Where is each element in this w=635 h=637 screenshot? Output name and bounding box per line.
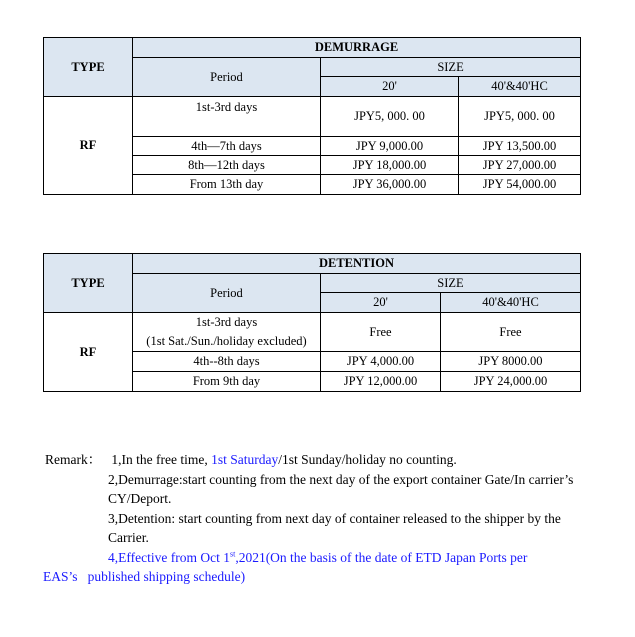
size-header: SIZE (321, 274, 581, 293)
price-20: JPY 12,000.00 (321, 372, 441, 392)
period-cell: From 13th day (133, 175, 321, 195)
period-cell (133, 313, 321, 352)
price-40: JPY 13,500.00 (459, 137, 581, 156)
type-cell: RF (44, 313, 133, 392)
period-cell: 4th--8th days (133, 352, 321, 372)
col-40-header: 40'&40'HC (441, 293, 581, 313)
remark-highlight: 1st Saturday (211, 452, 279, 467)
type-cell: RF (44, 97, 133, 195)
price-20: JPY 4,000.00 (321, 352, 441, 372)
price-20: JPY 36,000.00 (321, 175, 459, 195)
period-cell: 4th—7th days (133, 137, 321, 156)
price-40: JPY 24,000.00 (441, 372, 581, 392)
period-cell: From 9th day (133, 372, 321, 392)
remark-2: 2,Demurrage:start counting from the next day of the export container Gate/In carrier’s CY/Deport. (108, 471, 574, 506)
demurrage-table (43, 37, 581, 195)
demurrage-title: DEMURRAGE (133, 38, 581, 58)
remark-text: 4,Effective from Oct 1 (108, 549, 230, 565)
detention-table (43, 253, 581, 392)
remark-label: Remark： (45, 452, 102, 467)
price-20: Free (321, 313, 441, 352)
price-40: Free (441, 313, 581, 352)
price-40: JPY 27,000.00 (459, 156, 581, 175)
col-20-header: 20' (321, 77, 459, 97)
period-header: Period (133, 274, 321, 313)
remark-3: 3,Detention: start counting from next day of container released to the shipper by the Carrier. (108, 510, 561, 545)
period-line: 1st-3rd days (195, 315, 258, 329)
remark-text: 1,In the free time, (111, 452, 212, 467)
remark-text: ,2021(On the basis of the date of ETD Japan Ports per (235, 549, 528, 565)
price-20: JPY 18,000.00 (321, 156, 459, 175)
remark-1 (45, 450, 605, 470)
col-20-header: 20' (321, 293, 441, 313)
period-cell: 8th—12th days (133, 156, 321, 175)
detention-title: DETENTION (133, 254, 581, 274)
remark-text: published shipping schedule) (87, 569, 246, 584)
price-40: JPY 54,000.00 (459, 175, 581, 195)
remarks (45, 450, 605, 587)
remark-text: /1st Sunday/holiday no counting. (278, 452, 457, 467)
price-40: JPY 8000.00 (441, 352, 581, 372)
period-cell: 1st-3rd days (133, 97, 321, 137)
remark-sup: st (229, 549, 236, 558)
period-note: (1st Sat./Sun./holiday excluded) (146, 334, 307, 348)
period-header: Period (133, 58, 321, 97)
type-header: TYPE (44, 254, 133, 313)
remark-4 (45, 548, 605, 587)
col-40-header: 40'&40'HC (459, 77, 581, 97)
size-header: SIZE (321, 58, 581, 77)
price-20: JPY5, 000. 00 (321, 97, 459, 137)
price-40: JPY5, 000. 00 (459, 97, 581, 137)
remark-text: EAS’s (43, 569, 78, 584)
price-20: JPY 9,000.00 (321, 137, 459, 156)
type-header: TYPE (44, 38, 133, 97)
